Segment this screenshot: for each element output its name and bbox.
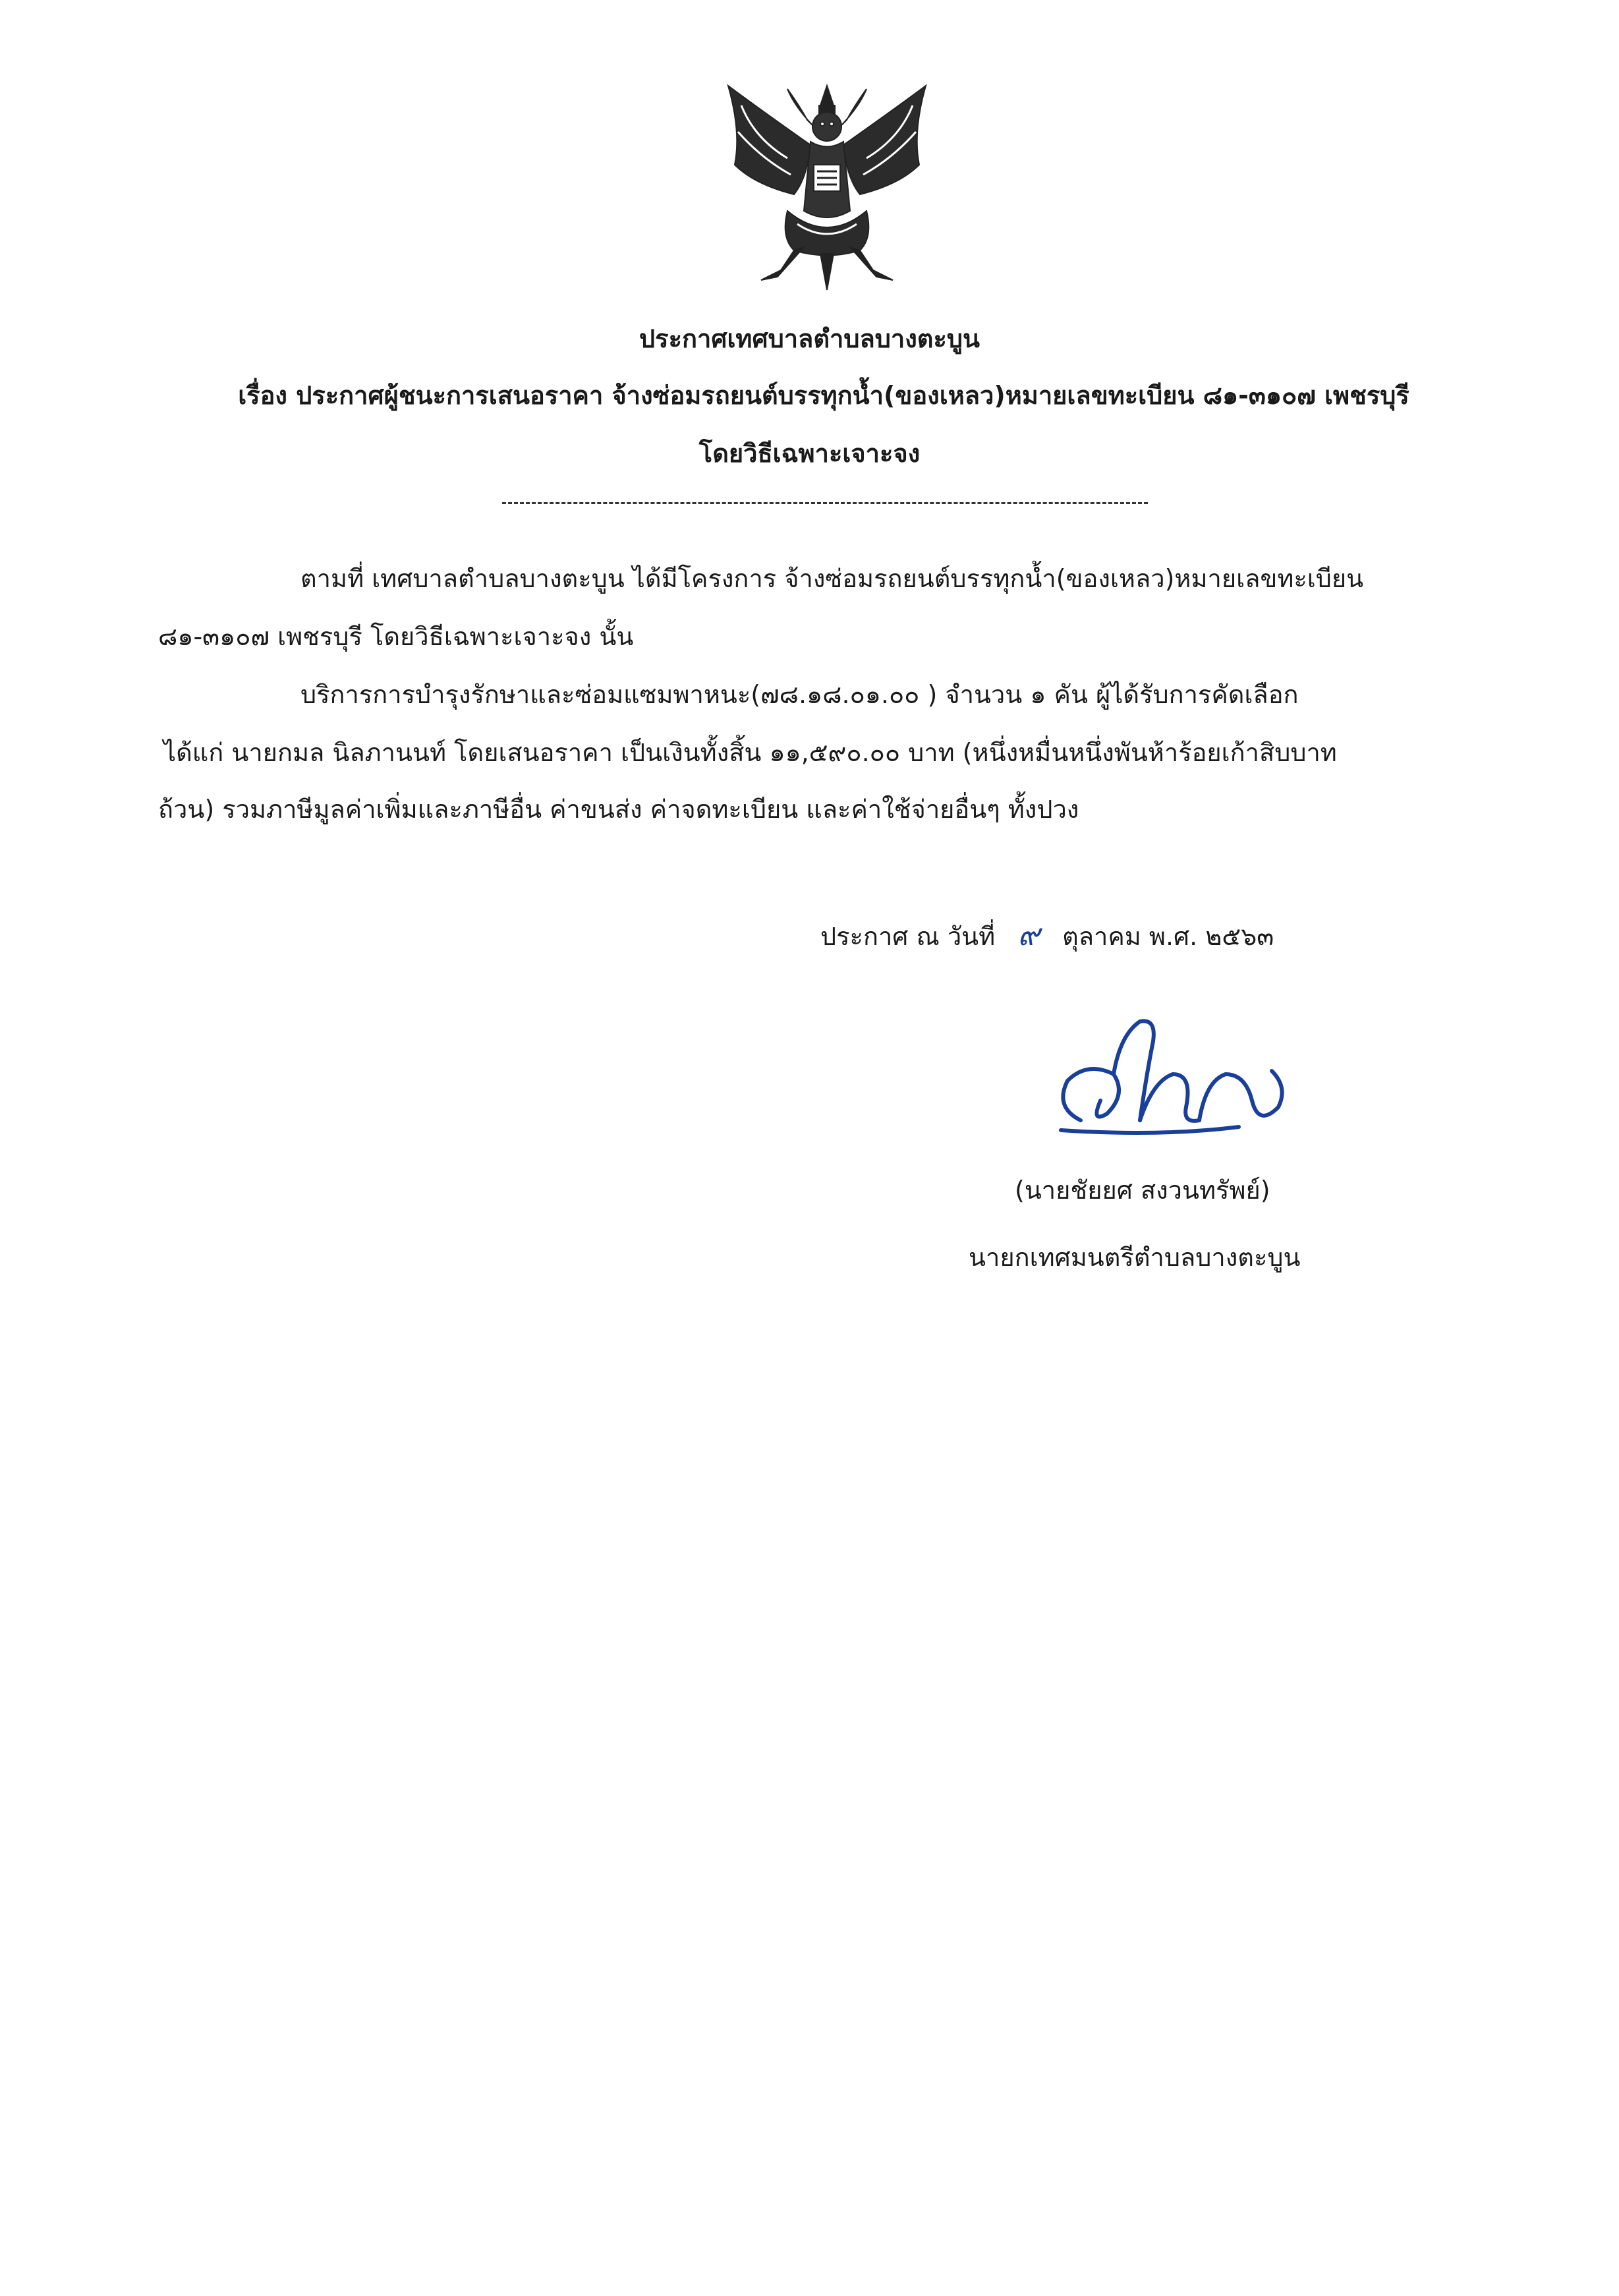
announcement-title: ประกาศเทศบาลตำบลบางตะบูน — [639, 324, 980, 353]
announcement-day-handwritten: ๙ — [1017, 917, 1040, 952]
body-paragraph-1-line-2: ๘๑-๓๑๐๗ เพชรบุรี โดยวิธีเฉพาะเจาะจง นั้น — [158, 622, 634, 651]
announcement-month-year: ตุลาคม พ.ศ. ๒๕๖๓ — [1062, 922, 1274, 951]
handwritten-signature — [1041, 1008, 1305, 1147]
body-paragraph-1-line-1: ตามที่ เทศบาลตำบลบางตะบูน ได้มีโครงการ จ้างซ่อมรถยนต์บรรทุกน้ำ(ของเหลว)หมายเลขทะเบียน — [300, 564, 1364, 593]
garuda-emblem-icon — [715, 79, 939, 297]
announcement-subject: เรื่อง ประกาศผู้ชนะการเสนอราคา จ้างซ่อมรถยนต์บรรทุกน้ำ(ของเหลว)หมายเลขทะเบียน ๘๑-๓๑๐๗ เพชรบุรี — [238, 381, 1409, 410]
signatory-name: (นายชัยยศ สงวนทรัพย์) — [1015, 1176, 1270, 1205]
signatory-position: นายกเทศมนตรีตำบลบางตะบูน — [969, 1243, 1301, 1272]
body-paragraph-2-line-2: ได้แก่ นายกมล นิลภานนท์ โดยเสนอราคา เป็นเงินทั้งสิ้น ๑๑,๕๙๐.๐๐ บาท (หนึ่งหมื่นหนึ่งพันห้าร้อยเก้าสิบบาท — [163, 738, 1337, 767]
dashed-divider — [502, 502, 1148, 504]
body-paragraph-2-line-3: ถ้วน) รวมภาษีมูลค่าเพิ่มและภาษีอื่น ค่าขนส่ง ค่าจดทะเบียน และค่าใช้จ่ายอื่นๆ ทั้งปวง — [158, 795, 1079, 824]
announcement-date — [820, 917, 1274, 954]
announcement-date-prefix: ประกาศ ณ วันที่ — [820, 922, 996, 951]
procurement-method: โดยวิธีเฉพาะเจาะจง — [698, 439, 921, 468]
body-paragraph-2-line-1: บริการการบำรุงรักษาและซ่อมแซมพาหนะ(๗๘.๑๘.๐๑.๐๐ ) จำนวน ๑ คัน ผู้ได้รับการคัดเลือก — [300, 680, 1299, 709]
